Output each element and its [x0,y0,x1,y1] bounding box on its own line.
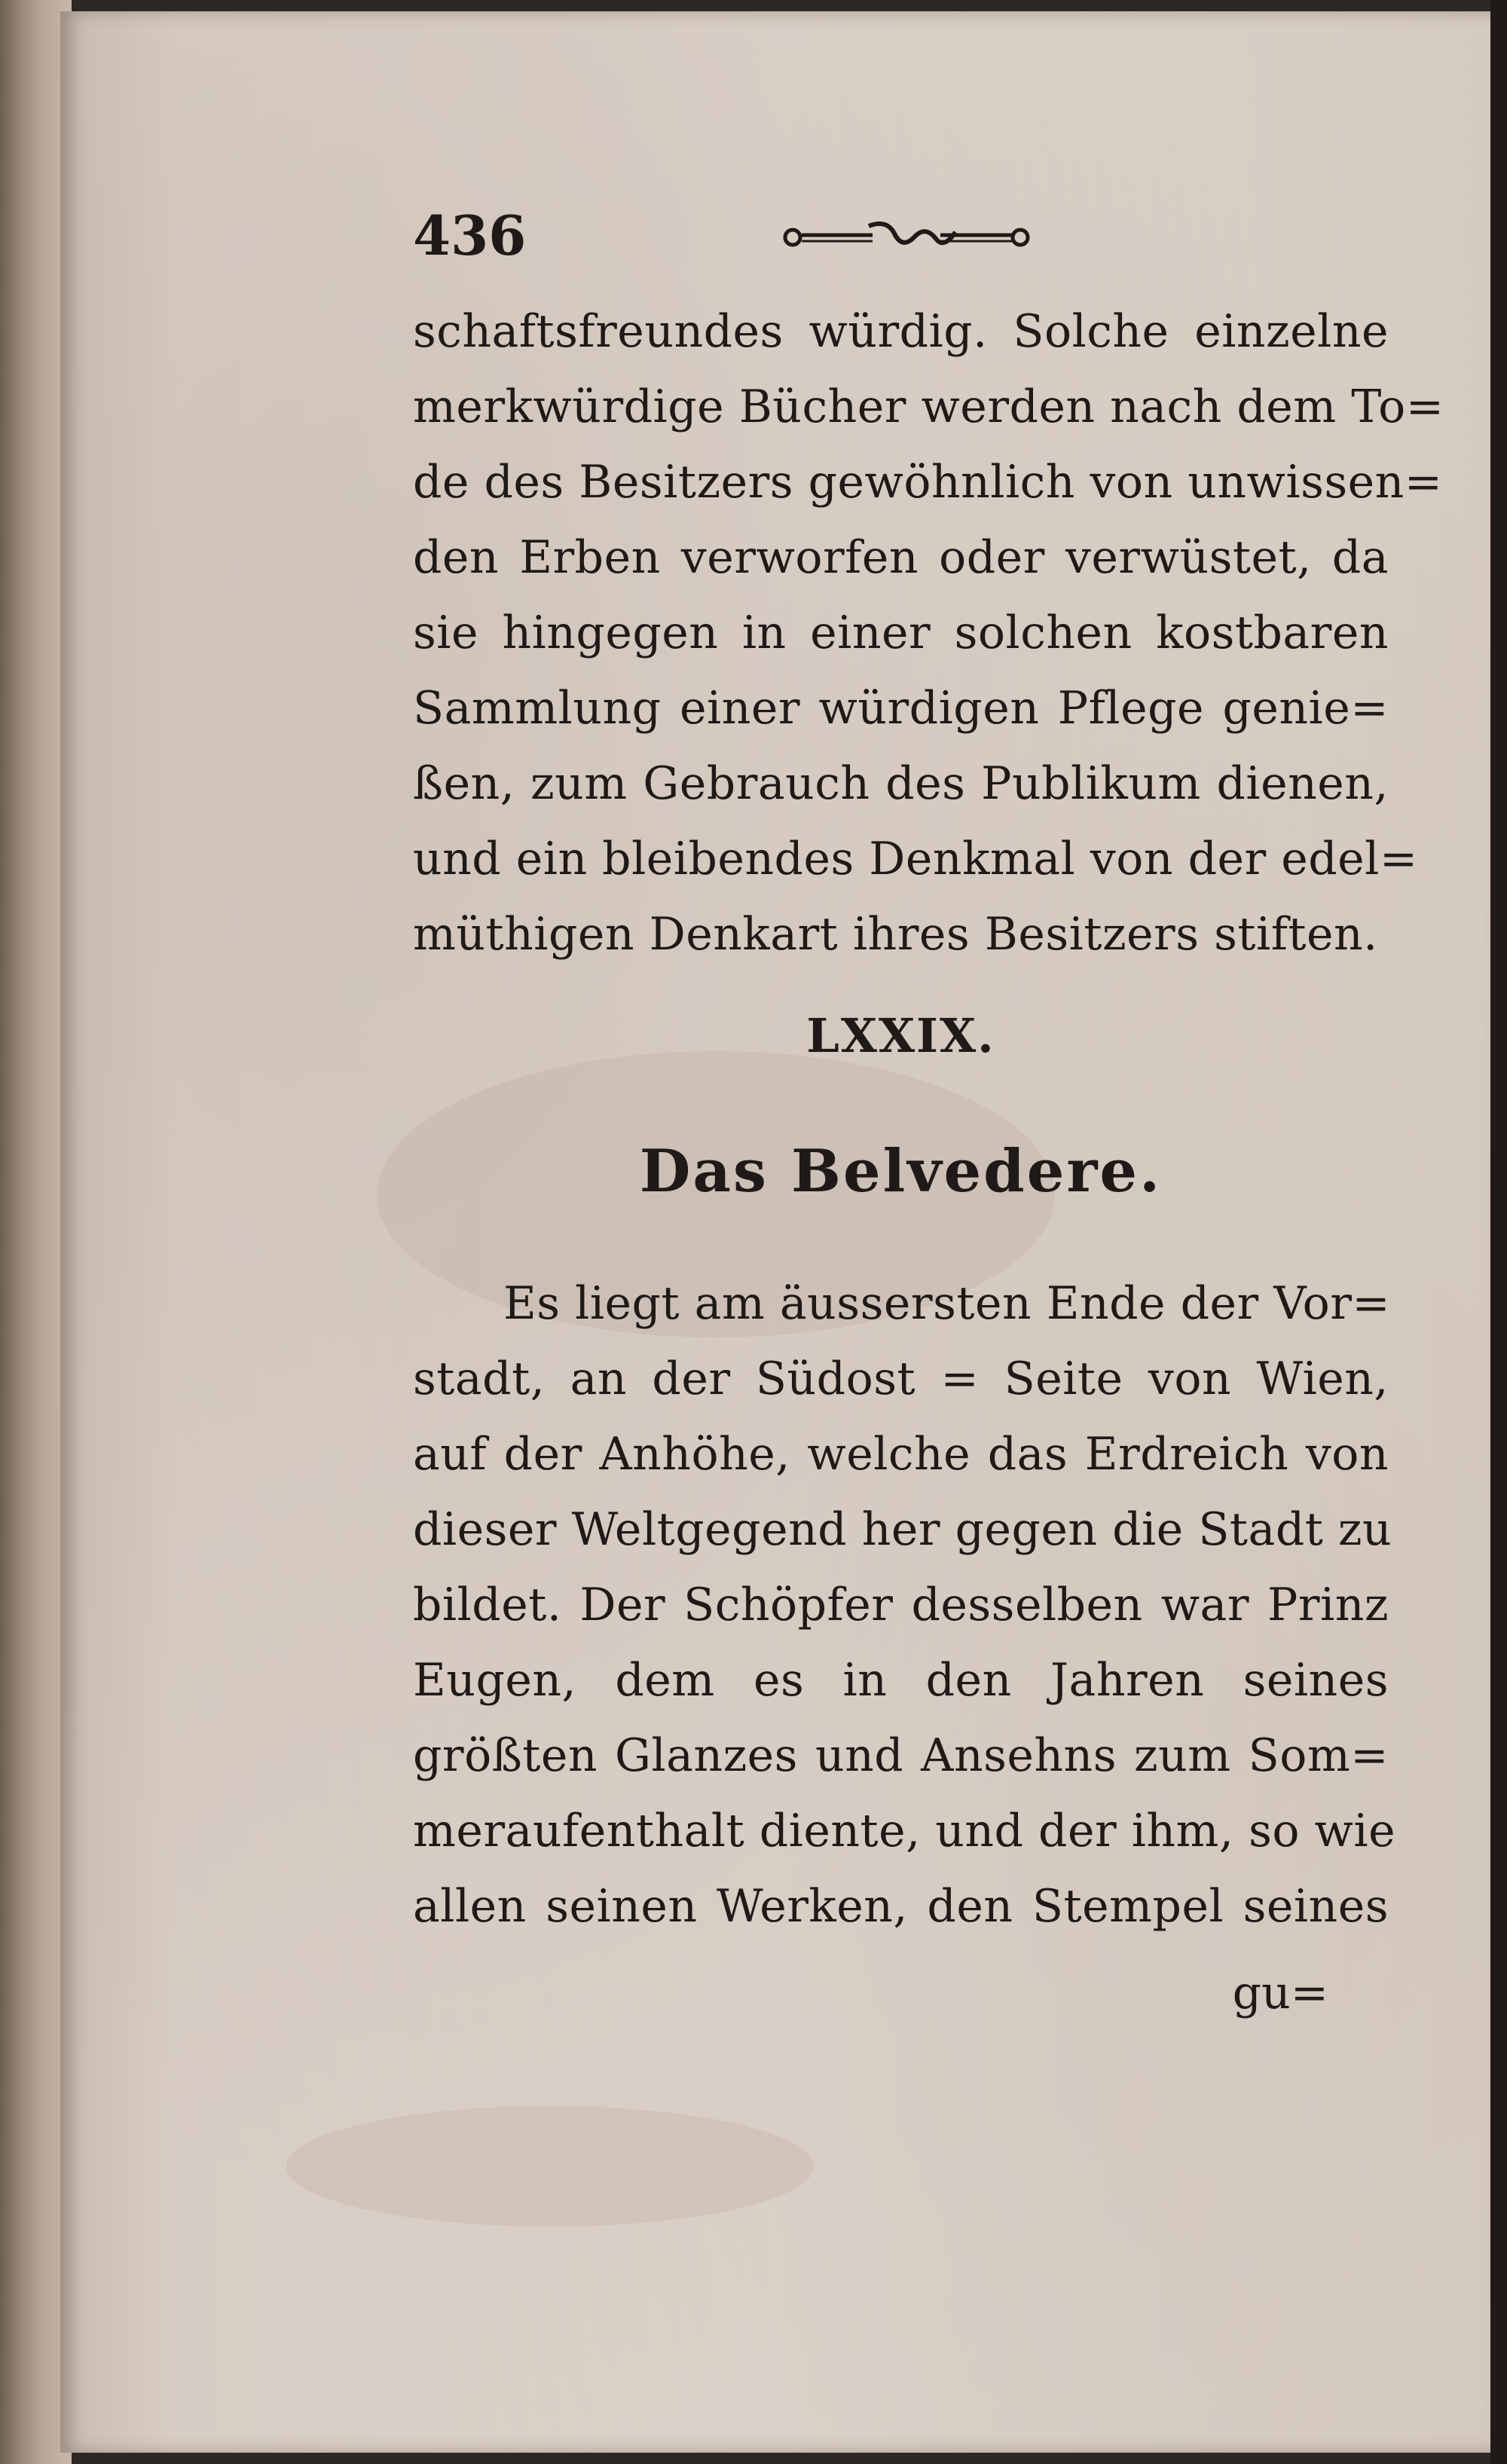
text-line: Eugen, dem es in den Jahren seines [413,1654,1389,1707]
catchword: gu= [1232,1967,1328,2019]
text-line: Es liegt am äussersten Ende der Vor= [503,1277,1391,1330]
text-line: den Erben verworfen oder verwüstet, da [413,531,1389,584]
text-line: de des Besitzers gewöhnlich von unwissen= [413,456,1443,509]
text-line: meraufenthalt diente, und der ihm, so wie [413,1805,1396,1857]
text-line: bildet. Der Schöpfer desselben war Prinz [413,1579,1389,1631]
page-text [413,203,1444,2027]
text-line: dieser Weltgegend her gegen die Stadt zu [413,1503,1392,1556]
text-line: größten Glanzes und Ansehns zum Som= [413,1729,1389,1782]
text-line: und ein bleibendes Denkmal von der edel= [413,833,1418,885]
page-header [413,203,1389,294]
ornament-divider-icon [782,219,1031,256]
text-line: sie hingegen in einer solchen kostbaren [413,607,1389,659]
text-line: stadt, an der Südost = Seite von Wien, [413,1353,1389,1405]
text-line: schaftsfreundes würdig. Solche einzelne [413,305,1389,358]
text-line: ßen, zum Gebrauch des Publikum dienen, [413,757,1389,810]
text-line: merkwürdige Bücher werden nach dem To= [413,381,1444,433]
section-number: LXXIX. [806,1008,995,1063]
scan-border [1490,0,1507,2464]
text-line: Sammlung einer würdigen Pflege genie= [413,682,1389,735]
text-line: auf der Anhöhe, welche das Erdreich von [413,1428,1389,1481]
page-number: 436 [413,203,527,267]
section-title: Das Belvedere. [639,1137,1163,1206]
paragraph-2 [413,1266,1396,1944]
bleed-through-stain [286,2106,814,2227]
paragraph-1 [413,294,1444,972]
text-line: müthigen Denkart ihres Besitzers stiften. [413,908,1378,961]
text-line: allen seinen Werken, den Stempel seines [413,1880,1389,1933]
